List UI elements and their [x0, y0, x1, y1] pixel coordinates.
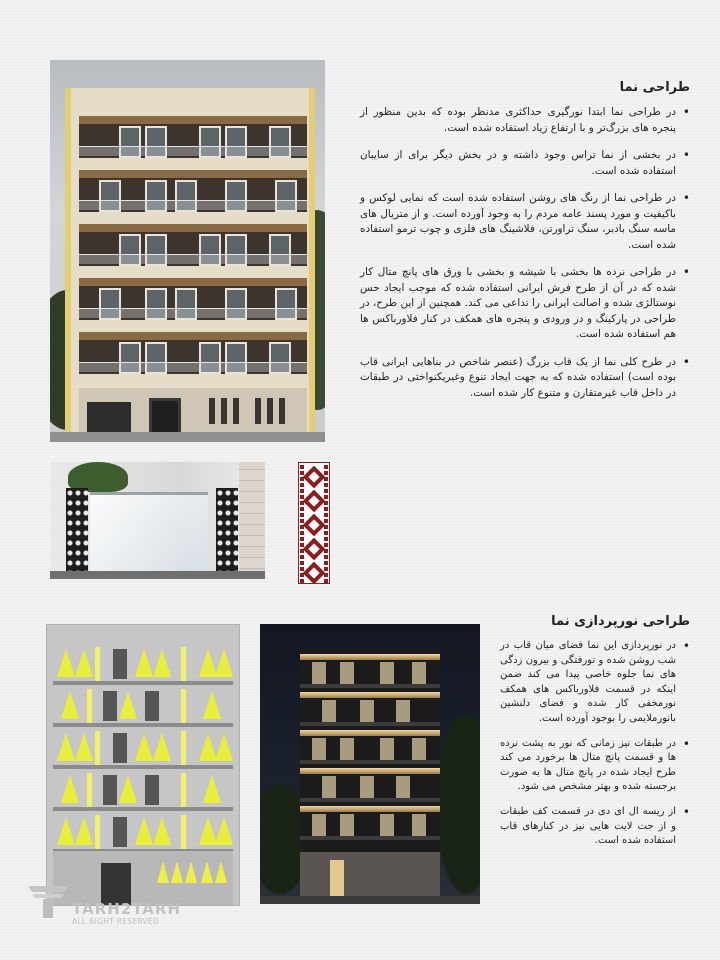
punch-metal-panel — [66, 488, 88, 574]
lighting-diagram — [46, 624, 240, 906]
railing-detail-render — [50, 462, 265, 579]
floor — [79, 278, 307, 320]
floor — [79, 224, 307, 266]
tree — [436, 714, 480, 894]
list-item: • در نورپردازی این نما فضای میان قاب در شب روشن شده و تورفتگی و بیرون زدگی های نما جلوه خاصی پیدا می کند ضمن اینکه در قسمت فلاورباکس های همکف نورمخفی کار شده و فضای دلنشین بانورملایمی را بوجود آورده است. — [500, 639, 690, 727]
floor — [79, 116, 307, 158]
brand-name: TARH2TARH — [72, 900, 181, 918]
facade-design-section — [360, 80, 690, 413]
sidewalk — [50, 432, 325, 442]
facade-day-render — [50, 60, 325, 442]
brand-logo — [28, 880, 188, 930]
floor — [53, 687, 233, 727]
glass-railing — [90, 492, 208, 575]
lighting-design-section — [500, 614, 690, 859]
list-item: • از ریسه ال ای دی در قسمت کف طبقات و از جت لایت هایی نیز در کنارهای قاب استفاده شده است. — [500, 805, 690, 849]
ground-floor — [300, 852, 440, 896]
floor — [53, 813, 233, 853]
punch-metal-panel — [216, 488, 238, 574]
floor — [53, 771, 233, 811]
bullet-list — [360, 105, 690, 401]
list-item: • در طرح کلی نما از یک قاب بزرگ (عنصر شاخص در بناهایی ایرانی قاب بوده است) استفاده شده که به جهت ایجاد تنوع وغیریکنواختی در طبقات در داخل قاب غیرمتقارن و متنوع کار شده است. — [360, 355, 690, 402]
copyright-mark: © — [176, 894, 184, 903]
building-frame — [65, 88, 315, 440]
list-item: • در طراحی نما از رنگ های روشن استفاده شده است که نمایی لوکس و باکیفیت و مورد پسند عامه مردم را به وجود آورده است. و از متریال های ماسه سنگ بادبر، سنگ تراورتن، فلاشینگ های فلزی و چوب ترمو استفاده شده است. — [360, 191, 690, 253]
facade-night-render — [260, 624, 480, 904]
bullet-list — [500, 639, 690, 849]
railing-base — [50, 571, 265, 579]
floor — [53, 729, 233, 769]
stone-column — [239, 462, 265, 579]
floor — [53, 645, 233, 685]
floor — [79, 170, 307, 212]
rights-text: ALL RIGHT RESERVED — [72, 917, 160, 926]
list-item: • در طراحی نما ابتدا نورگیری حداکثری مدنظر بوده که بدین منظور از پنجره های بزرگ‌تر و با ارتفاع زیاد استفاده شده است. — [360, 105, 690, 136]
section-title: طراحی نورپردازی نما — [551, 614, 690, 629]
carpet-pattern-strip — [298, 462, 330, 584]
floor — [79, 332, 307, 374]
list-item: • در بخشی از نما تراس وجود داشته و در بخش دیگر برای از سایبان استفاده شده است. — [360, 148, 690, 179]
logo-mark-icon — [28, 882, 68, 918]
list-item: • در طراحی نرده ها بخشی با شیشه و بخشی با ورق های پانچ متال کار شده که در آن از طرح فرش ایرانی استفاده شده که موجب ایجاد حس نوستالژی شده و اصالت ایرانی را تداعی می کند. همچنین از این طرح، در طراحی در پارکینگ و در ورودی و پنجره های همکف در کنار فلاورباکس ها هم استفاده شده است. — [360, 265, 690, 343]
section-title: طراحی نما — [619, 80, 690, 95]
list-item: • در طبقات نیز زمانی که نور به پشت نرده ها و قسمت پانچ متال ها برخورد می کند طرح ایجاد شده در پانچ متال ها به صورت برجسته شده و بهتر مشخص می شود. — [500, 737, 690, 795]
